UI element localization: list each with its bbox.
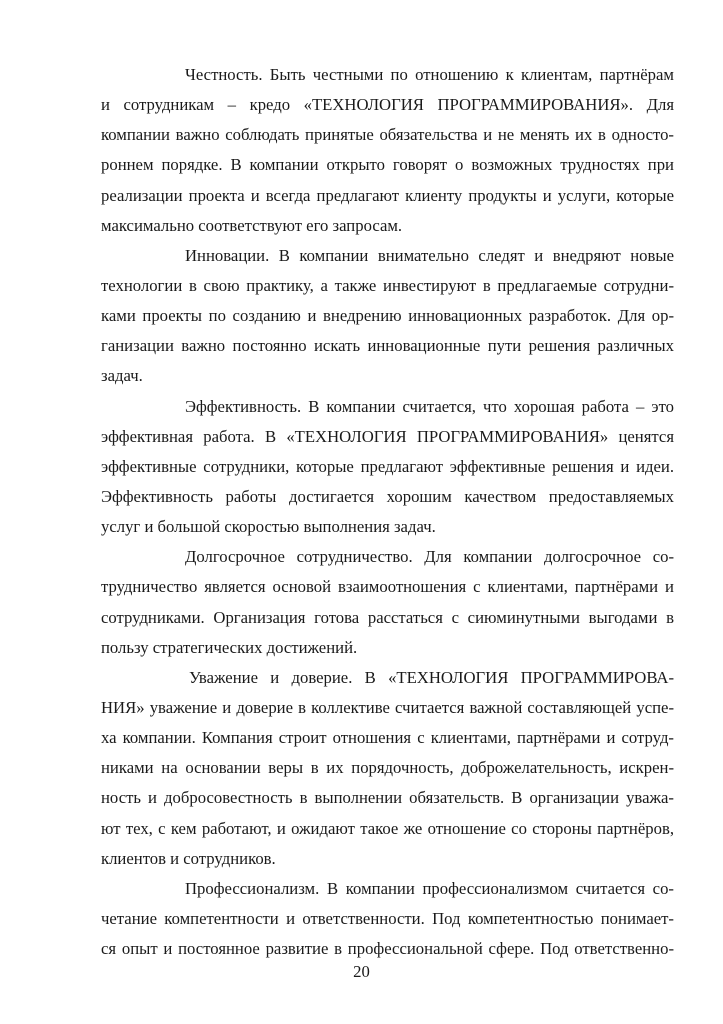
text-line: Уважение и доверие. В «ТЕХНОЛОГИЯ ПРОГРАММИРОВА- — [189, 667, 674, 687]
text-line: компании важно соблюдать принятые обязательства и не менять их в односто- — [101, 125, 674, 145]
text-line: Долгосрочное сотрудничество. Для компании долгосрочное со- — [185, 547, 674, 567]
text-line: и сотрудникам – кредо «ТЕХНОЛОГИЯ ПРОГРАММИРОВАНИЯ». Для — [101, 95, 674, 115]
text-line: услуг и большой скоростью выполнения задач. — [101, 517, 436, 537]
text-line: ганизации важно постоянно искать инновационные пути решения различных — [101, 336, 674, 356]
paragraph-innovatsii — [101, 241, 674, 392]
page-number: 20 — [353, 962, 370, 981]
text-line: НИЯ» уважение и доверие в коллективе считается важной составляющей успе- — [101, 697, 674, 717]
paragraph-uvazhenie-i-doverie — [101, 663, 674, 874]
text-line: эффективная работа. В «ТЕХНОЛОГИЯ ПРОГРАММИРОВАНИЯ» ценятся — [101, 426, 674, 446]
paragraph-professionalizm — [101, 874, 674, 964]
text-line: трудничество является основой взаимоотношения с клиентами, партнёрами и — [101, 577, 674, 597]
text-line: Честность. Быть честными по отношению к клиентам, партнёрам — [185, 65, 674, 84]
paragraph-effektivnost — [101, 392, 674, 543]
text-line: клиентов и сотрудников. — [101, 848, 276, 868]
text-line: Эффективность. В компании считается, что хорошая работа – это — [185, 396, 674, 416]
text-line: ха компании. Компания строит отношения с клиентами, партнёрами и сотруд- — [101, 728, 674, 748]
body-text — [101, 60, 674, 964]
text-line: пользу стратегических достижений. — [101, 637, 358, 657]
text-line: реализации проекта и всегда предлагают клиенту продукты и услуги, которые — [101, 185, 674, 205]
text-line: Профессионализм. В компании профессионализмом считается со- — [185, 878, 674, 898]
text-line: Эффективность работы достигается хорошим качеством предоставляемых — [101, 486, 674, 506]
text-line: задач. — [101, 366, 143, 386]
text-line: Инновации. В компании внимательно следят и внедряют новые — [185, 245, 674, 265]
text-line: ками проекты по созданию и внедрению инновационных разработок. Для ор- — [101, 306, 674, 326]
text-line: роннем порядке. В компании открыто говорят о возможных трудностях при — [101, 155, 674, 175]
text-line: ют тех, с кем работают, и ожидают такое же отношение со стороны партнёров, — [101, 818, 674, 838]
text-line: максимально соответствуют его запросам. — [101, 215, 403, 235]
paragraph-dolgosrochnoe-sotrudnichestvo — [101, 542, 674, 663]
text-line: ся опыт и постоянное развитие в профессиональной сфере. Под ответственно- — [101, 939, 674, 959]
text-line: четание компетентности и ответственности. Под компетентностью понимает- — [101, 908, 674, 928]
text-line: эффективные сотрудники, которые предлагают эффективные решения и идеи. — [101, 456, 674, 476]
text-line: ность и добросовестность в выполнении обязательств. В организации уважа- — [101, 788, 674, 808]
paragraph-chestnost — [101, 60, 674, 241]
text-line: технологии в свою практику, а также инвестируют в предлагаемые сотрудни- — [101, 275, 674, 295]
text-line: никами на основании веры в их порядочность, доброжелательность, искрен- — [101, 758, 674, 778]
text-line: сотрудниками. Организация готова расстаться с сиюминутными выгодами в — [101, 607, 674, 627]
